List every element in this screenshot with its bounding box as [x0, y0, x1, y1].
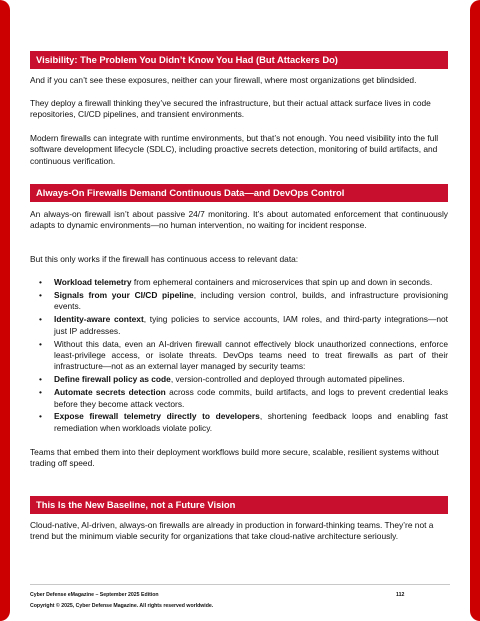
list-item: • Without this data, even an AI-driven firewall cannot effectively block unauthorized connections, enforce least-privilege access, or isolate threats. DevOps teams need to treat firewalls as part of their infrastructure—not as an external layer managed by security teams:: [39, 338, 448, 372]
paragraph: Modern firewalls can integrate with runtime environments, but that’s not enough. You need visibility into the full software development lifecycle (SDLC), including proactive secrets detection, monitoring of build artifacts, and continuous verification.: [30, 133, 439, 166]
footer-copyright: Copyright © 2025, Cyber Defense Magazine. All rights reserved worldwide.: [30, 603, 214, 609]
left-red-edge: [0, 0, 10, 621]
section-heading-visibility: Visibility: The Problem You Didn’t Know You Had (But Attackers Do): [30, 51, 448, 69]
paragraph: But this only works if the firewall has continuous access to relevant data:: [30, 254, 299, 264]
list-item: • Automate secrets detection across code commits, build artifacts, and logs to prevent credential leaks before they become attack vectors.: [39, 387, 449, 409]
list-item: • Expose firewall telemetry directly to developers, shortening feedback loops and enabling fast remediation when workloads violate policy.: [39, 411, 448, 433]
section-heading-new-baseline: This Is the New Baseline, not a Future Vision: [30, 496, 448, 514]
bullet-icon: •: [39, 338, 42, 349]
paragraph: And if you can’t see these exposures, neither can your firewall, where most organizations get blindsided.: [30, 75, 417, 85]
bullet-icon: •: [39, 289, 42, 300]
footer-divider: [30, 584, 450, 585]
paragraph: An always-on firewall isn’t about passive 24/7 monitoring. It’s about automated enforcement that continuously adapts to dynamic environments—no human intervention, no waiting for incident response.: [30, 209, 448, 231]
paragraph: They deploy a firewall thinking they’ve secured the infrastructure, but their actual attack surface lives in code repositories, CI/CD pipelines, and transient environments.: [30, 98, 431, 120]
list-item: • Identity-aware context, tying policies to service accounts, IAM roles, and third-party integrations—not just IP addresses.: [39, 314, 448, 336]
list-item: • Signals from your CI/CD pipeline, including version control, builds, and infrastructure provisioning events.: [39, 289, 448, 312]
bullet-icon: •: [39, 374, 42, 385]
requirements-list: [30, 277, 448, 436]
footer-edition: Cyber Defense eMagazine – September 2025 Edition: [30, 592, 159, 598]
bullet-icon: •: [39, 411, 42, 422]
paragraph: Teams that embed them into their deployment workflows build more secure, scalable, resilient systems without trading off speed.: [30, 447, 439, 469]
list-item: • Define firewall policy as code, version-controlled and deployed through automated pipelines.: [39, 374, 405, 385]
list-item: • Workload telemetry from ephemeral containers and microservices that spin up and down in seconds.: [39, 277, 433, 287]
right-red-edge: [470, 0, 480, 621]
page-number: 112: [396, 592, 405, 598]
bullet-icon: •: [39, 387, 42, 398]
paragraph: Cloud-native, AI-driven, always-on firewalls are already in production in forward-thinking teams. They’re not a trend but the minimum viable security for organizations that take cloud-native architecture seriously.: [30, 520, 434, 542]
section-heading-always-on: Always-On Firewalls Demand Continuous Data—and DevOps Control: [30, 184, 448, 202]
bullet-icon: •: [39, 314, 42, 325]
bullet-icon: •: [39, 277, 42, 287]
